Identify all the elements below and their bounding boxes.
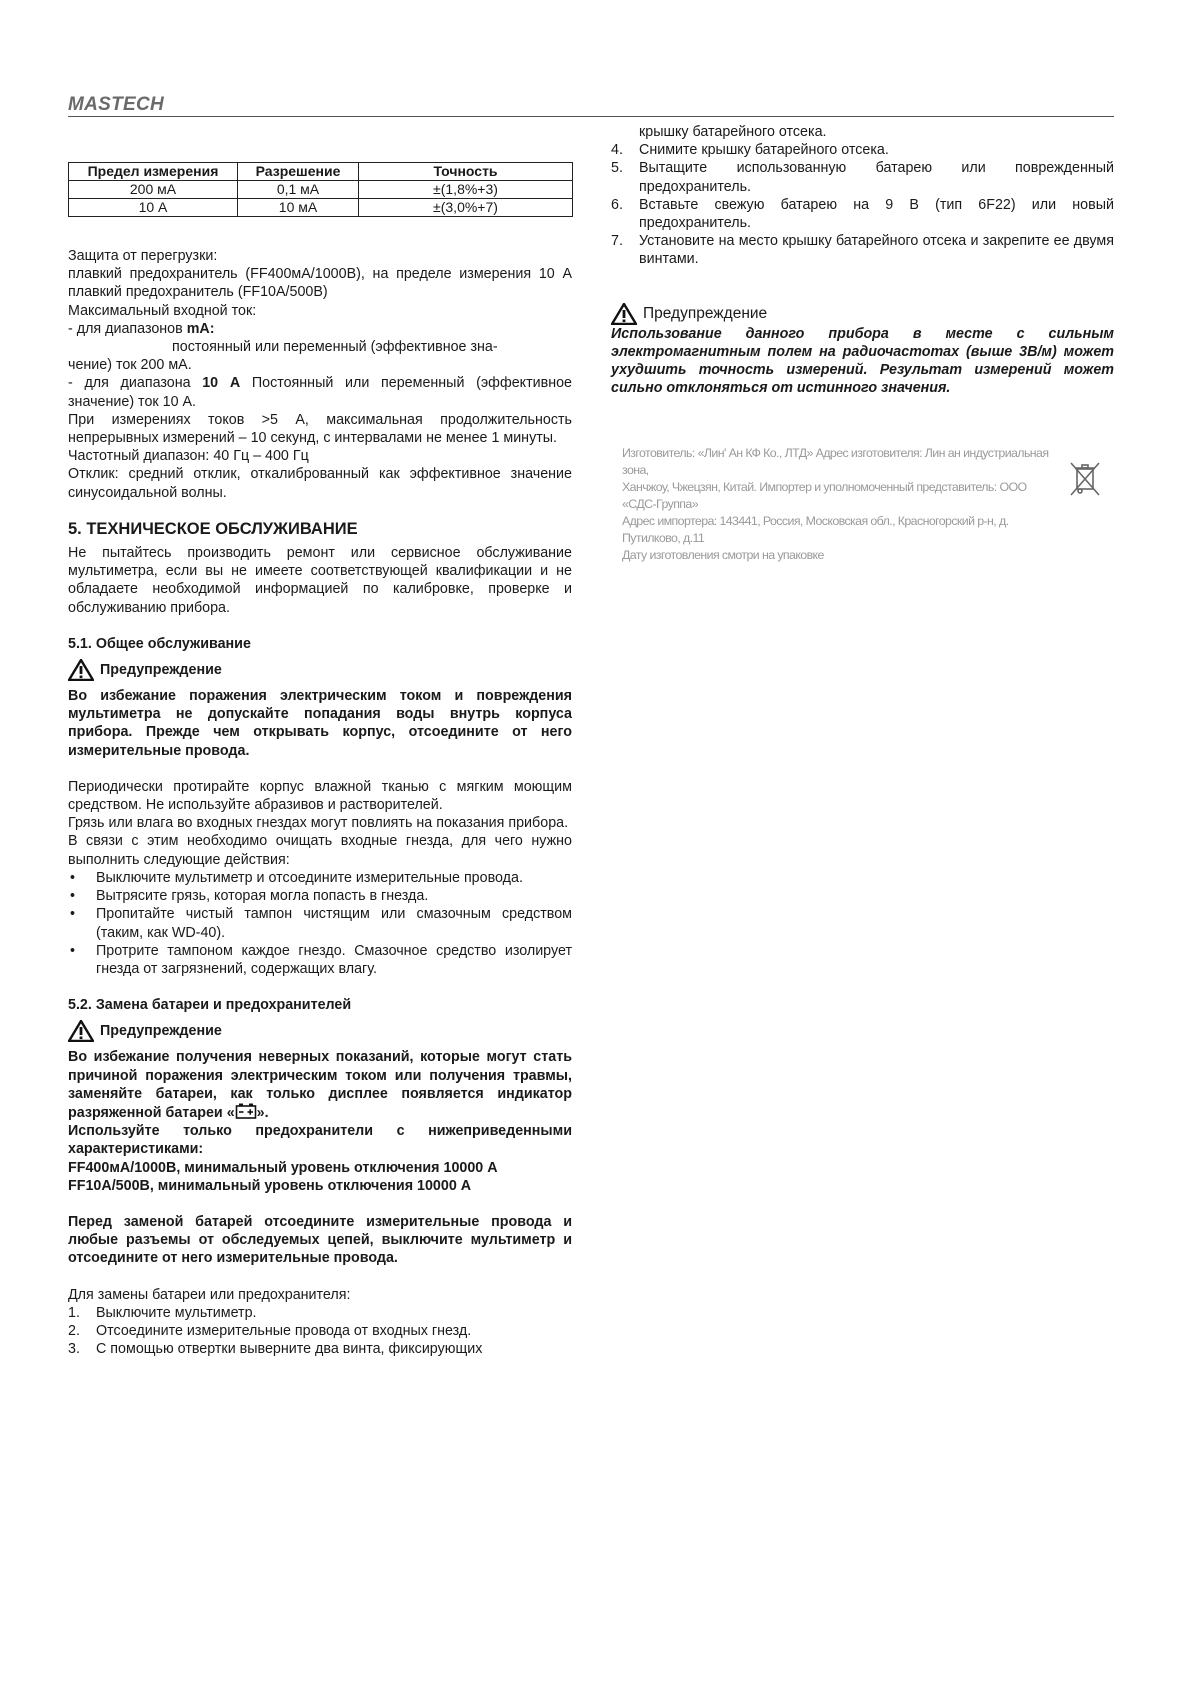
table-cell: 10 мА <box>238 199 359 217</box>
list-item: 2. Отсоедините измерительные провода от входных гнезд. <box>68 1322 472 1339</box>
table-cell: 200 мА <box>69 181 238 199</box>
table-row <box>69 199 573 217</box>
brand-logo: MASTECH <box>68 94 165 115</box>
list-item: 6. Вставьте свежую батарею на 9 В (тип 6F22) или новый предохранитель. <box>611 196 1114 232</box>
s52-fuse-spec: FF400мА/1000В, минимальный уровень отключения 10000 А <box>68 1159 498 1176</box>
list-item: 1. Выключите мультиметр. <box>68 1304 257 1321</box>
em-field-warning-text: Использование данного прибора в месте с сильным электромагнитным полем на радиочастотах (выше 3В/м) может ухудшить точность измерений. Результат измерений может сильно отклоняться от истинного значения. <box>611 325 1114 397</box>
ma-range: - для диапазонов mA: <box>68 320 215 337</box>
warning-heading <box>68 1020 572 1042</box>
list-item: 4. Снимите крышку батарейного отсека. <box>611 142 889 159</box>
s51-paragraph: Периодически протирайте корпус влажной тканью с мягким моющим средством. Не используйте абразивов и растворителей. <box>68 778 572 814</box>
manufacturer-info <box>622 445 1062 564</box>
cleaning-steps <box>68 869 572 978</box>
s52-fuse-spec: FF10А/500В, минимальный уровень отключения 10000 А <box>68 1177 472 1194</box>
s51-warning-text: Во избежание поражения электрическим током и повреждения мультиметра не допускайте попадания воды внутрь корпуса прибора. Прежде чем открывать корпус, отсоедините от него измерительные провода. <box>68 688 572 759</box>
table-row <box>69 181 573 199</box>
list-item: 7. Установите на место крышку батарейного отсека и закрепите ее двумя винтами. <box>611 233 1114 268</box>
list-item: • Пропитайте чистый тампон чистящим или смазочным средством (таким, как WD-40). <box>68 905 572 941</box>
ma-range-line2: постоянный или переменный (эффективное зна- <box>172 339 498 356</box>
table-cell: 10 А <box>69 199 238 217</box>
list-item: 3. С помощью отвертки выверните два винта, фиксирующих <box>68 1341 483 1358</box>
table-cell: 0,1 мА <box>238 181 359 199</box>
s51-paragraph: В связи с этим необходимо очищать входные гнезда, для чего нужно выполнить следующие действия: <box>68 833 572 868</box>
table-header: Предел измерения <box>69 163 238 181</box>
right-column <box>611 123 1114 397</box>
overload-title: Защита от перегрузки: <box>68 248 218 264</box>
warning-icon <box>611 303 637 325</box>
section-5-1-title: 5.1. Общее обслуживание <box>68 635 251 652</box>
section-5-text: Не пытайтесь производить ремонт или сервисное обслуживание мультиметра, если вы не имеете соответствующей квалификации и не обладаете необходимой информацией по калибровке, проверке и обслуживанию прибора. <box>68 545 572 616</box>
warning-label: Предупреждение <box>100 1023 222 1040</box>
over-5a-note: При измерениях токов >5 А, максимальная продолжительность непрерывных измерений – 10 секунд, с интервалами не менее 1 минуты. <box>68 411 572 447</box>
spec-table <box>68 162 573 217</box>
replacement-steps <box>68 1304 572 1359</box>
warning-label: Предупреждение <box>100 661 222 678</box>
low-battery-icon <box>235 1103 257 1119</box>
left-column <box>68 162 572 1358</box>
s52-warning-text: Во избежание получения неверных показаний, которые могут стать причиной поражения электрическим током или получения травмы, заменяйте батареи, как только дисплее появляется индикатор разряженной батареи « ». <box>68 1049 572 1121</box>
warning-heading <box>611 303 1114 325</box>
list-item: • Протрите тампоном каждое гнездо. Смазочное средство изолирует гнезда от загрязнений, содержащих влагу. <box>68 942 572 978</box>
warning-label: Предупреждение <box>643 304 768 322</box>
section-5-title: 5. ТЕХНИЧЕСКОЕ ОБСЛУЖИВАНИЕ <box>68 519 358 538</box>
list-item: • Выключите мультиметр и отсоедините измерительные провода. <box>68 869 572 887</box>
table-cell: ±(3,0%+7) <box>359 199 573 217</box>
warning-icon <box>68 659 94 681</box>
manufacturer-line: Адрес импортера: 143441, Россия, Московская обл., Красногорский р-н, д. Путилково, д.11 <box>622 514 1009 545</box>
table-cell: ±(1,8%+3) <box>359 181 573 199</box>
s52-fuse-intro: Используйте только предохранители с нижеприведенными характеристиками: <box>68 1123 572 1158</box>
ma-range-line3: чение) ток 200 мА. <box>68 357 192 374</box>
step-continuation: крышку батарейного отсека. <box>639 124 827 140</box>
response-note: Отклик: средний отклик, откалиброванный как эффективное значение синусоидальной волны. <box>68 466 572 501</box>
max-current: Максимальный входной ток: <box>68 302 257 319</box>
warning-heading <box>68 659 572 681</box>
table-header: Точность <box>359 163 573 181</box>
list-item: 5. Вытащите использованную батарею или поврежденный предохранитель. <box>611 160 1114 195</box>
manufacturer-line: Ханчжоу, Чжецзян, Китай. Импортер и уполномоченный представитель: ООО «СДС-Группа» <box>622 480 1027 511</box>
weee-crossed-bin-icon <box>1067 460 1103 498</box>
manufacturer-line: Дату изготовления смотри на упаковке <box>622 548 824 562</box>
s52-steps-intro: Для замены батареи или предохранителя: <box>68 1286 351 1303</box>
s51-paragraph: Грязь или влага во входных гнездах могут повлиять на показания прибора. <box>68 815 569 832</box>
replacement-steps-continued <box>611 141 1114 268</box>
overload-text: плавкий предохранитель (FF400мА/1000В), на пределе измерения 10 А плавкий предохранитель (FF10А/500В) <box>68 266 572 301</box>
table-header: Разрешение <box>238 163 359 181</box>
section-5-2-title: 5.2. Замена батареи и предохранителей <box>68 997 352 1014</box>
manufacturer-line: Изготовитель: «Лин' Ан КФ Ко., ЛТД» Адрес изготовителя: Лин ан индустриальная зона, <box>622 446 1049 477</box>
a10-range: - для диапазона 10 А Постоянный или переменный (эффективное значение) ток 10 А. <box>68 375 573 410</box>
frequency-range: Частотный диапазон: 40 Гц – 400 Гц <box>68 448 309 465</box>
warning-icon <box>68 1020 94 1042</box>
list-item: • Вытрясите грязь, которая могла попасть в гнезда. <box>68 887 572 905</box>
header-divider <box>68 116 1114 117</box>
s52-disconnect-text: Перед заменой батарей отсоедините измерительные провода и любые разъемы от обследуемых цепей, выключите мультиметр и отсоедините от него измерительные провода. <box>68 1213 572 1267</box>
